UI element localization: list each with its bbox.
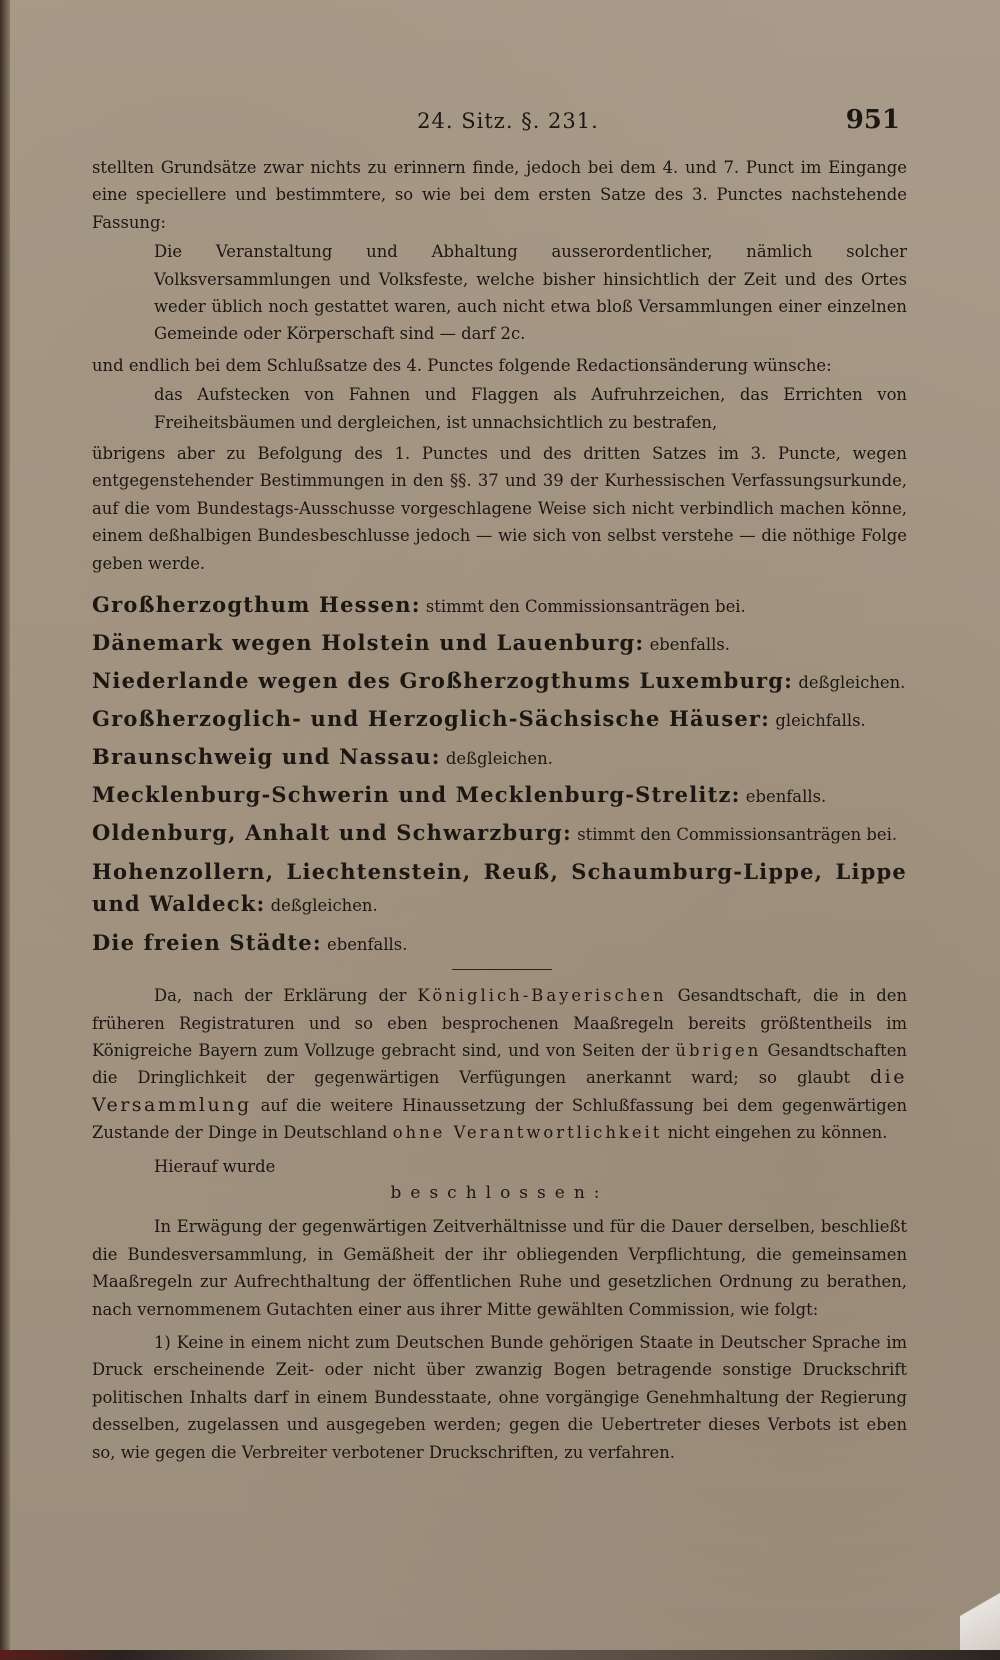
- hierauf-line: Hierauf wurde: [154, 1156, 276, 1176]
- vote-state: Braunschweig und Nassau:: [92, 744, 441, 770]
- vote-text: ebenfalls.: [649, 635, 731, 655]
- vote-text: stimmt den Commissionsanträgen bei.: [425, 597, 746, 617]
- page-spine-shadow: [0, 0, 10, 1660]
- bavaria-paragraph: [92, 982, 907, 1146]
- page-number: 951: [845, 105, 900, 135]
- text-run: Gesandtschaften die Dringlichkeit der gegenwärtigen Verfügungen anerkannt ward; so glaubt: [92, 1040, 907, 1088]
- resolved-heading: beschlossen:: [390, 1182, 609, 1203]
- vote-text: deßgleichen.: [798, 673, 906, 693]
- torn-corner: [960, 1560, 1000, 1660]
- vote-entry: [92, 739, 907, 777]
- vote-state: Dänemark wegen Holstein und Lauenburg:: [92, 630, 645, 656]
- page-bottom-edge: [0, 1650, 1000, 1660]
- vote-state: Hohenzollern, Liechtenstein, Reuß, Schaumburg-Lippe, Lippe und Waldeck:: [92, 859, 907, 917]
- text-run: Gesandtschaft, die in den früheren Registraturen und so eben besprochenen Maaßregeln bereits größtentheils im Königreiche Bayern zum Vollzuge gebracht sind, und von Seiten der: [92, 986, 907, 1060]
- text-run: nicht eingehen zu können.: [667, 1123, 888, 1143]
- vote-state: Niederlande wegen des Großherzogthums Luxemburg:: [92, 668, 794, 694]
- quoted-wording: das Aufstecken von Fahnen und Flaggen als Aufruhrzeichen, das Errichten von Freiheitsbäumen und dergleichen, ist unnachsichtlich zu bestrafen,: [154, 385, 907, 432]
- vote-entry: [92, 663, 907, 701]
- vote-entry: [92, 587, 907, 625]
- vote-state: Oldenburg, Anhalt und Schwarzburg:: [92, 820, 573, 846]
- paragraph: und endlich bei dem Schlußsatze des 4. Punctes folgende Redactionsänderung wünsche:: [92, 355, 832, 375]
- page-header: [90, 105, 900, 145]
- vote-entry: [92, 815, 907, 853]
- vote-state: Großherzogthum Hessen:: [92, 592, 421, 618]
- emphasis-run: Königlich-Bayerischen: [417, 986, 667, 1006]
- vote-entry: [92, 925, 907, 963]
- vote-state: Mecklenburg-Schwerin und Mecklenburg-Strelitz:: [92, 782, 741, 808]
- emphasis-run: übrigen: [675, 1040, 762, 1060]
- vote-text: ebenfalls.: [745, 787, 827, 807]
- section-divider: [452, 969, 552, 970]
- text-run: auf die weitere Hinaussetzung der Schlußfassung bei dem gegenwärtigen Zustande der Dinge in Deutschland: [92, 1095, 907, 1143]
- vote-state: Großherzoglich- und Herzoglich-Sächsische Häuser:: [92, 706, 771, 732]
- vote-text: gleichfalls.: [775, 711, 866, 731]
- vote-entry: [92, 625, 907, 663]
- vote-state: Die freien Städte:: [92, 930, 322, 956]
- emphasis-run: ohne Verantwortlichkeit: [392, 1123, 663, 1143]
- emphasis-run: die Versammlung: [92, 1066, 907, 1116]
- running-head: 24. Sitz. §. 231.: [417, 109, 599, 133]
- vote-text: ebenfalls.: [327, 935, 408, 955]
- paragraph: übrigens aber zu Befolgung des 1. Punctes und des dritten Satzes im 3. Puncte, wegen entgegenstehender Bestimmungen in den §§. 37 und 39 der Kurhessischen Verfassungsurkunde, auf die vom Bundestags-Ausschusse vorgeschlagene Weise sich nicht verbindlich machen könne, einem deßhalbigen Bundesbeschlusse jedoch — wie sich von selbst verstehe — die nöthige Folge geben werde.: [92, 444, 907, 573]
- votes-list: [92, 587, 907, 963]
- resolution-intro: In Erwägung der gegenwärtigen Zeitverhältnisse und für die Dauer derselben, beschließt die Bundesversammlung, in Gemäßheit der ihr obliegenden Verpflichtung, die gemeinsamen Maaßregeln zur Aufrechthaltung der öffentlichen Ruhe und gesetzlichen Ordnung zu berathen, nach vernommenem Gutachten einer aus ihrer Mitte gewählten Commission, wie folgt:: [92, 1217, 907, 1319]
- vote-text: deßgleichen.: [445, 749, 553, 769]
- quoted-wording: Die Veranstaltung und Abhaltung ausserordentlicher, nämlich solcher Volksversammlungen und Volksfeste, welche bisher hinsichtlich der Zeit und des Ortes weder üblich noch gestattet waren, auch nicht etwa bloß Versammlungen einer einzelnen Gemeinde oder Körperschaft sind — darf 2c.: [154, 242, 907, 344]
- page-body: [92, 154, 907, 1466]
- vote-entry: [92, 777, 907, 815]
- vote-entry: [92, 701, 907, 739]
- resolution-point-1: 1) Keine in einem nicht zum Deutschen Bunde gehörigen Staate in Deutscher Sprache im Druck erscheinende Zeit- oder nicht über zwanzig Bogen betragende sonstige Druckschrift politischen Inhalts darf in einem Bundesstaate, ohne vorgängige Genehmhaltung der Regierung desselben, zugelassen und ausgegeben werden; gegen die Uebertreter dieses Verbots ist eben so, wie gegen die Verbreiter verbotener Druckschriften, zu verfahren.: [92, 1332, 907, 1462]
- paragraph: stellten Grundsätze zwar nichts zu erinnern finde, jedoch bei dem 4. und 7. Punct im Eingange eine speciellere und bestimmtere, so wie bei dem ersten Satze des 3. Punctes nachstehende Fassung:: [92, 158, 907, 232]
- vote-text: deßgleichen.: [270, 896, 378, 916]
- vote-entry: [92, 857, 907, 921]
- text-run: Da, nach der Erklärung der: [154, 986, 407, 1006]
- vote-text: stimmt den Commissionsanträgen bei.: [577, 825, 898, 845]
